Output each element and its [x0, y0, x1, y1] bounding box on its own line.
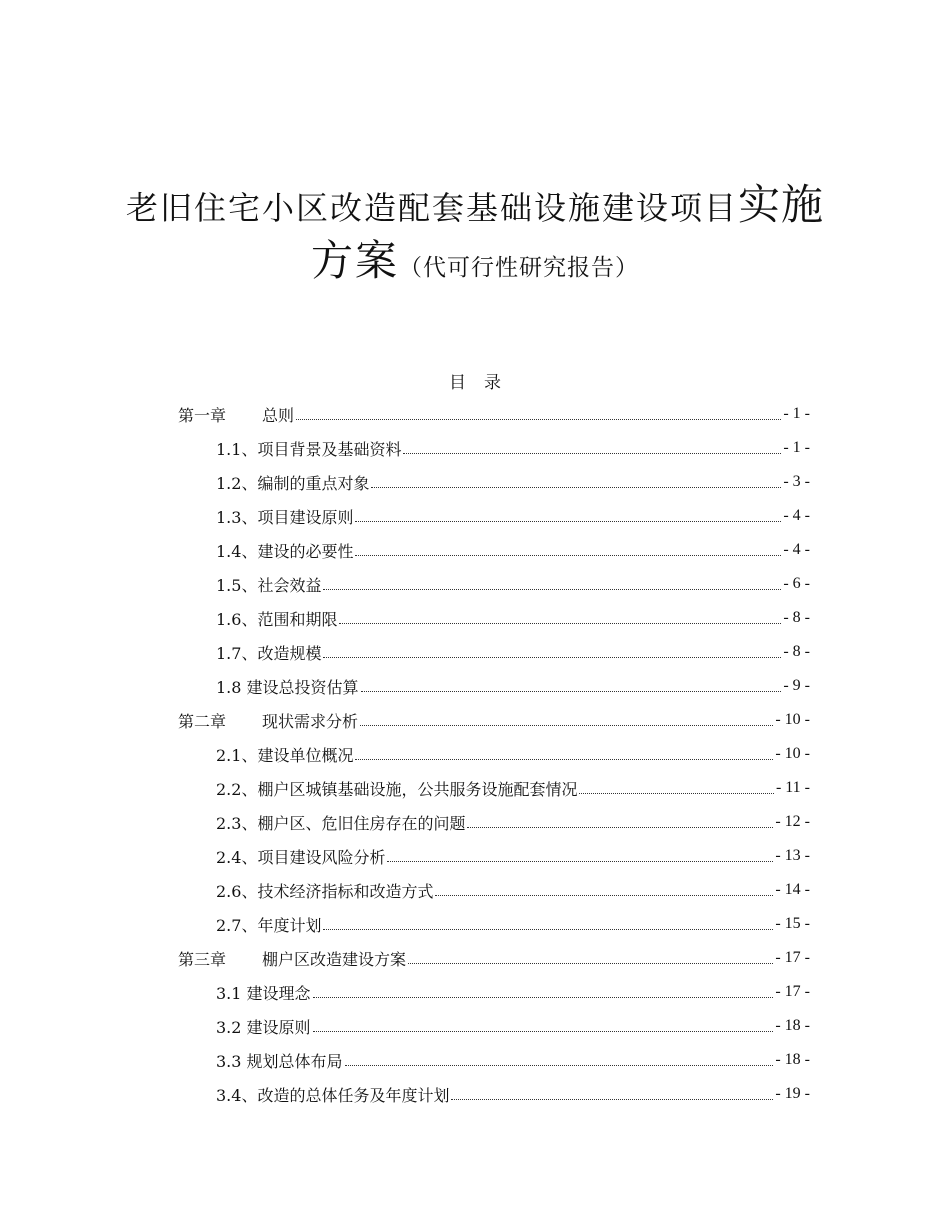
title-large-text: 实施: [738, 180, 825, 229]
toc-dot-leader: [339, 622, 781, 624]
toc-page-number: - 11 -: [775, 779, 810, 796]
toc-dot-leader: [467, 826, 773, 828]
toc-entry-label: 1.2、编制的重点对象: [216, 473, 370, 493]
toc-entry-label: 1.8 建设总投资估算: [216, 677, 359, 697]
toc-section-entry[interactable]: [178, 737, 810, 771]
toc-entry-label: 3.4、改造的总体任务及年度计划: [216, 1085, 450, 1105]
toc-page-number: - 19 -: [775, 1085, 810, 1102]
toc-page-number: - 6 -: [783, 575, 810, 592]
toc-entry-label: 2.3、棚户区、危旧住房存在的问题: [216, 813, 466, 833]
toc-entry-label: 1.7、改造规模: [216, 643, 322, 663]
toc-page-number: - 4 -: [783, 541, 810, 558]
toc-entry-label: 现状需求分析: [262, 711, 359, 731]
toc-dot-leader: [355, 520, 781, 522]
toc-dot-leader: [345, 1064, 774, 1066]
toc-page-number: - 3 -: [783, 473, 810, 490]
toc-chapter-entry[interactable]: [178, 941, 810, 975]
toc-page-number: - 8 -: [783, 609, 810, 626]
toc-dot-leader: [313, 1030, 774, 1032]
toc-chapter-number: 第二章: [178, 711, 227, 731]
toc-dot-leader: [323, 588, 781, 590]
toc-entry-label: 1.5、社会效益: [216, 575, 322, 595]
toc-section-entry[interactable]: [178, 805, 810, 839]
toc-section-entry[interactable]: [178, 635, 810, 669]
toc-page-number: - 9 -: [783, 677, 810, 694]
toc-page-number: - 17 -: [775, 983, 810, 1000]
toc-section-entry[interactable]: [178, 567, 810, 601]
toc-section-entry[interactable]: [178, 1043, 810, 1077]
toc-dot-leader: [403, 452, 781, 454]
toc-dot-leader: [355, 554, 781, 556]
toc-page-number: - 18 -: [775, 1051, 810, 1068]
toc-dot-leader: [313, 996, 774, 998]
toc-chapter-number: 第三章: [178, 949, 227, 969]
toc-dot-leader: [451, 1098, 773, 1100]
toc-dot-leader: [360, 724, 773, 726]
toc-section-entry[interactable]: [178, 465, 810, 499]
toc-page-number: - 15 -: [775, 915, 810, 932]
toc-dot-leader: [323, 656, 781, 658]
toc-section-entry[interactable]: [178, 1009, 810, 1043]
toc-dot-leader: [355, 758, 773, 760]
toc-entry-label: 1.4、建设的必要性: [216, 541, 354, 561]
toc-page-number: - 12 -: [775, 813, 810, 830]
toc-page-number: - 8 -: [783, 643, 810, 660]
document-title-line-1: [0, 172, 950, 232]
toc-dot-leader: [361, 690, 782, 692]
toc-entry-label: 棚户区改造建设方案: [262, 949, 407, 969]
toc-dot-leader: [323, 928, 773, 930]
toc-chapter-entry[interactable]: [178, 397, 810, 431]
toc-heading: 目录: [449, 373, 519, 393]
toc-page-number: - 17 -: [775, 949, 810, 966]
toc-section-entry[interactable]: [178, 907, 810, 941]
toc-page-number: - 1 -: [783, 405, 810, 422]
toc-entry-label: 2.2、棚户区城镇基础设施，公共服务设施配套情况: [216, 779, 578, 799]
toc-page-number: - 4 -: [783, 507, 810, 524]
toc-dot-leader: [435, 894, 773, 896]
toc-entry-label: 总则: [262, 405, 295, 425]
toc-dot-leader: [296, 418, 781, 420]
toc-section-entry[interactable]: [178, 601, 810, 635]
toc-section-entry[interactable]: [178, 669, 810, 703]
toc-page-number: - 10 -: [775, 711, 810, 728]
toc-section-entry[interactable]: [178, 1077, 810, 1111]
toc-dot-leader: [371, 486, 781, 488]
toc-entry-label: 3.1 建设理念: [216, 983, 311, 1003]
toc-page-number: - 13 -: [775, 847, 810, 864]
table-of-contents: [178, 397, 810, 1111]
toc-section-entry[interactable]: [178, 975, 810, 1009]
toc-page-number: - 1 -: [783, 439, 810, 456]
toc-dot-leader: [387, 860, 773, 862]
toc-section-entry[interactable]: [178, 533, 810, 567]
toc-entry-label: 3.3 规划总体布局: [216, 1051, 343, 1071]
toc-entry-label: 2.1、建设单位概况: [216, 745, 354, 765]
title-subtitle: （代可行性研究报告）: [399, 255, 639, 281]
document-title-line-2: [0, 228, 950, 288]
title-large-text-2: 方案: [310, 236, 399, 285]
toc-entry-label: 1.1、项目背景及基础资料: [216, 439, 402, 459]
toc-page-number: - 18 -: [775, 1017, 810, 1034]
toc-entry-label: 2.6、技术经济指标和改造方式: [216, 881, 434, 901]
toc-dot-leader: [408, 962, 773, 964]
toc-entry-label: 1.6、范围和期限: [216, 609, 338, 629]
toc-entry-label: 1.3、项目建设原则: [216, 507, 354, 527]
toc-section-entry[interactable]: [178, 873, 810, 907]
toc-section-entry[interactable]: [178, 839, 810, 873]
toc-chapter-number: 第一章: [178, 405, 227, 425]
toc-dot-leader: [579, 792, 773, 794]
toc-section-entry[interactable]: [178, 431, 810, 465]
toc-section-entry[interactable]: [178, 771, 810, 805]
toc-entry-label: 3.2 建设原则: [216, 1017, 311, 1037]
toc-section-entry[interactable]: [178, 499, 810, 533]
title-main-text: 老旧住宅小区改造配套基础设施建设项目: [125, 189, 738, 227]
toc-chapter-entry[interactable]: [178, 703, 810, 737]
toc-entry-label: 2.7、年度计划: [216, 915, 322, 935]
toc-page-number: - 10 -: [775, 745, 810, 762]
toc-entry-label: 2.4、项目建设风险分析: [216, 847, 386, 867]
toc-page-number: - 14 -: [775, 881, 810, 898]
